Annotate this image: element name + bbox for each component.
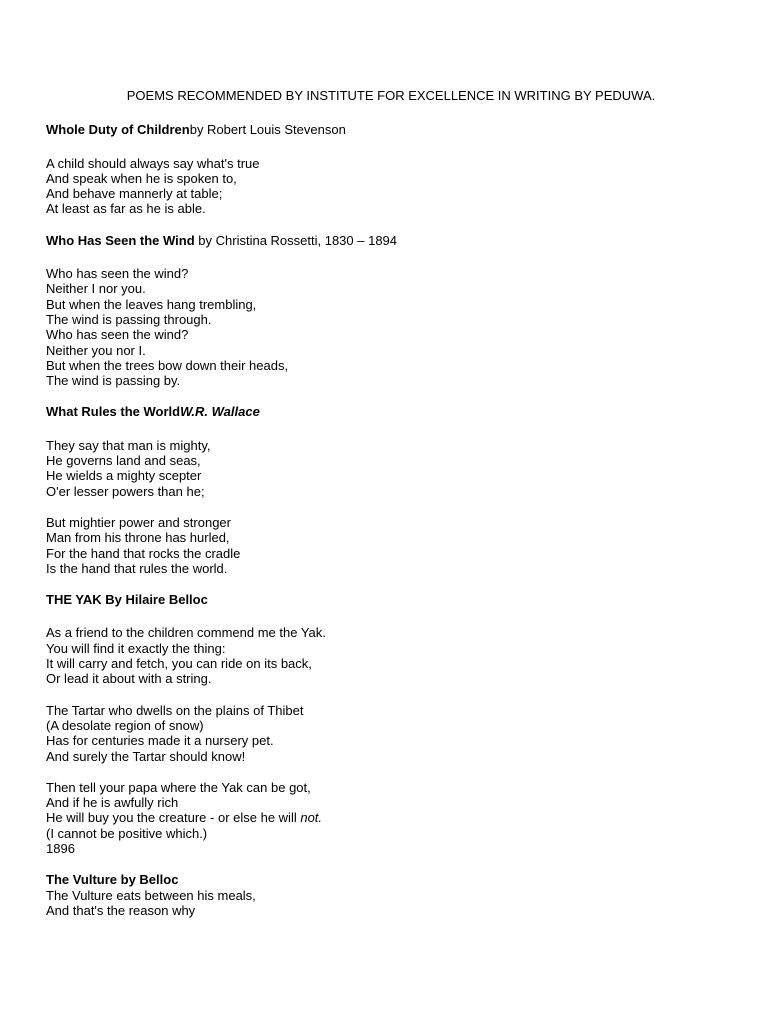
poem-year: 1896 bbox=[46, 840, 75, 856]
poem-line: But when the leaves hang trembling, bbox=[46, 296, 257, 312]
document-title: POEMS RECOMMENDED BY INSTITUTE FOR EXCELLENCE IN WRITING BY PEDUWA. bbox=[126, 88, 656, 103]
poem-stanza bbox=[46, 156, 726, 217]
poem-title: The Vulture by Belloc bbox=[46, 872, 179, 888]
poem-line: He governs land and seas, bbox=[46, 453, 201, 469]
poem-line: (A desolate region of snow) bbox=[46, 717, 204, 733]
poem-heading-the-yak bbox=[46, 592, 726, 607]
poem-line: But mightier power and stronger bbox=[46, 514, 231, 530]
poem-heading-what-rules-the-world bbox=[46, 404, 726, 419]
poem-line: He wields a mighty scepter bbox=[46, 468, 202, 484]
poem-author: by Christina Rossetti, 1830 – 1894 bbox=[194, 232, 398, 248]
poem-title: What Rules the World bbox=[46, 404, 181, 420]
poem-line: Man from his throne has hurled, bbox=[46, 530, 230, 546]
poem-line: The wind is passing through. bbox=[46, 311, 212, 327]
document-page bbox=[46, 88, 726, 934]
poem-line: They say that man is mighty, bbox=[46, 437, 211, 453]
poem-line: Neither you nor I. bbox=[46, 342, 146, 358]
poem-stanza bbox=[46, 625, 726, 686]
poem-line: And surely the Tartar should know! bbox=[46, 748, 246, 764]
poem-line: The Tartar who dwells on the plains of Thibet bbox=[46, 702, 304, 718]
poem-line: Has for centuries made it a nursery pet. bbox=[46, 733, 274, 749]
poem-line: And speak when he is spoken to, bbox=[46, 170, 237, 186]
poem-line: And that's the reason why bbox=[46, 902, 196, 918]
poem-line: Who has seen the wind? bbox=[46, 266, 189, 282]
poem-author: W.R. Wallace bbox=[180, 404, 260, 420]
poem-line: Is the hand that rules the world. bbox=[46, 560, 228, 576]
poem-title: Whole Duty of Children bbox=[46, 122, 190, 138]
poem-line: But when the trees bow down their heads, bbox=[46, 357, 289, 373]
poem-line: O'er lesser powers than he; bbox=[46, 483, 205, 499]
poem-title: THE YAK By Hilaire Belloc bbox=[46, 592, 208, 608]
poem-line-text: He will buy you the creature - or else he will bbox=[46, 810, 301, 826]
poem-line: The Vulture eats between his meals, bbox=[46, 887, 256, 903]
poem-line: A child should always say what's true bbox=[46, 155, 260, 171]
poem-stanza bbox=[46, 266, 726, 388]
poem-stanza bbox=[46, 888, 726, 919]
poem-line: As a friend to the children commend me the Yak. bbox=[46, 625, 326, 641]
poem-line: Then tell your papa where the Yak can be got, bbox=[46, 779, 311, 795]
poem-line-emphasis: not. bbox=[300, 810, 323, 826]
poem-stanza bbox=[46, 780, 726, 856]
poem-line: It will carry and fetch, you can ride on its back, bbox=[46, 656, 312, 672]
poem-line bbox=[46, 810, 726, 825]
poem-line: Neither I nor you. bbox=[46, 281, 146, 297]
poem-line: Or lead it about with a string. bbox=[46, 671, 212, 687]
poem-stanza bbox=[46, 438, 726, 499]
poem-heading-the-vulture bbox=[46, 872, 726, 887]
poem-line: For the hand that rocks the cradle bbox=[46, 545, 241, 561]
poem-line: You will find it exactly the thing: bbox=[46, 640, 226, 656]
poem-title: Who Has Seen the Wind bbox=[46, 232, 195, 248]
poem-line: At least as far as he is able. bbox=[46, 201, 206, 217]
poem-line: And behave mannerly at table; bbox=[46, 186, 223, 202]
poem-stanza bbox=[46, 703, 726, 764]
poem-line: Who has seen the wind? bbox=[46, 327, 189, 343]
poem-line: And if he is awfully rich bbox=[46, 795, 179, 811]
poem-heading-who-has-seen-the-wind bbox=[46, 233, 726, 248]
poem-line: The wind is passing by. bbox=[46, 373, 181, 389]
poem-stanza bbox=[46, 515, 726, 576]
poem-author: by Robert Louis Stevenson bbox=[189, 122, 346, 138]
poem-heading-whole-duty bbox=[46, 122, 726, 137]
poem-line: (I cannot be positive which.) bbox=[46, 825, 208, 841]
